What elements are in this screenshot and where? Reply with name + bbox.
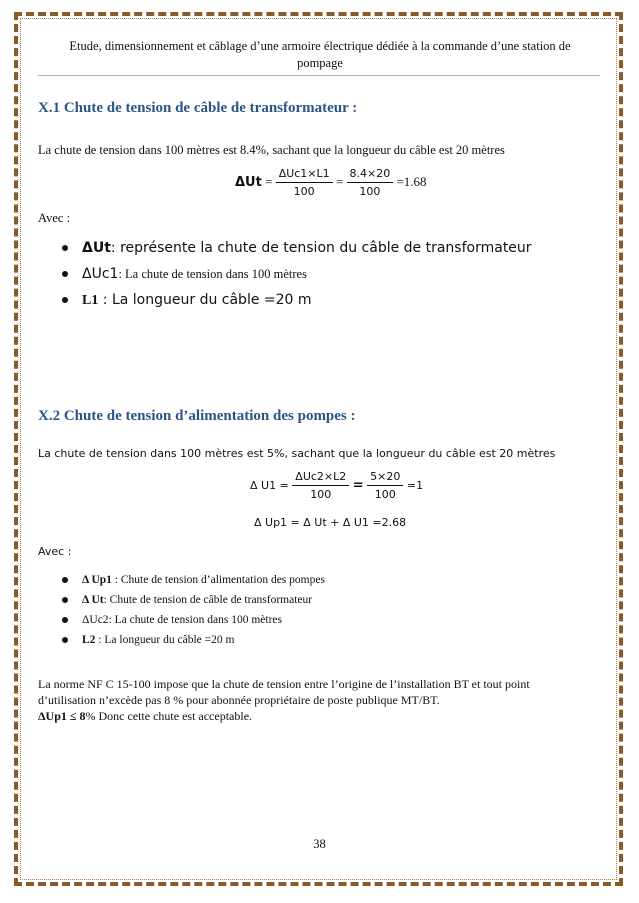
eq2-lhs: Δ U1 = [250,479,289,492]
section-2-bullet-list [62,572,325,652]
list-item [62,290,532,316]
bullet-symbol: L1 [82,293,99,308]
section-1-title: X.1 Chute de tension de câble de transformateur : [38,100,358,116]
eq-fraction-2-den: 100 [359,185,381,198]
list-item [62,572,325,592]
equation-delta-ut: ΔUt = $\frac{\text{ΔUc1×L1}}{100}$ = $\frac{8.4\times 20}{100}$ =1.68 [235,167,427,198]
bullet-text: : La chute de tension dans 100 mètres [118,267,307,281]
eq-fraction-2 [347,167,394,199]
section-1-bullet-list [62,238,532,316]
conclusion-line-2: d’utilisation n’excède pas 8 % pour abonnée propriétaire de poste publique MT/BT. [38,693,440,707]
bullet-text: : La longueur du câble =20 m [95,634,235,646]
bullet-symbol: ΔUt [82,240,111,256]
list-item [62,264,532,290]
bullet-text: : Chute de tension d’alimentation des pompes [111,574,325,586]
bullet-text: : La longueur du câble =20 m [98,292,312,308]
eq2-fraction-2 [367,470,403,502]
section-2-avec: Avec : [38,545,72,558]
bullet-text: : représente la chute de tension du câble de transformateur [110,240,532,256]
list-item [62,612,325,632]
bullet-text: : Chute de tension de câble de transformateur [103,594,313,606]
eq2-fraction-1-den: 100 [310,488,332,501]
page-header [40,38,600,72]
bullet-symbol: Δ Up1 [82,574,112,586]
eq-fraction-1 [276,167,333,199]
eq-fraction-1-den: 100 [293,185,315,198]
list-item [62,632,325,652]
bullet-symbol: ΔUc1 [82,266,119,282]
list-item [62,238,532,264]
eq2-fraction-2-den: 100 [374,488,396,501]
eq2-fraction-2-num: 5×20 [367,470,403,486]
eq2-fraction-1-num: ΔUc2×L2 [292,470,349,486]
conclusion-line-3 [38,708,530,724]
header-line-2: pompage [297,56,343,70]
conclusion-paragraph [38,676,530,724]
header-line-1: Etude, dimensionnement et câblage d’une armoire électrique dédiée à la commande d’une station de [69,39,571,53]
eq-fraction-1-num: ΔUc1×L1 [276,167,333,183]
conclusion-symbol: ΔUp1 ≤ 8 [38,709,86,723]
section-1-avec: Avec : [38,211,71,225]
bullet-symbol: L2 [82,634,96,646]
eq-result: =1.68 [396,173,427,189]
list-item [62,592,325,612]
section-2-title: X.2 Chute de tension d’alimentation des pompes : [38,408,356,424]
bullet-symbol: Δ Ut [82,594,104,606]
bullet-symbol: ΔUc2 [82,614,109,626]
eq-fraction-2-num: 8.4×20 [347,167,394,183]
eq-lhs: ΔUt [235,174,262,190]
conclusion-line-1: La norme NF C 15-100 impose que la chute de tension entre l’origine de l’installation BT et tout point [38,677,530,691]
bullet-text: : La chute de tension dans 100 mètres [108,614,282,626]
page-number: 38 [313,837,326,851]
conclusion-text: % Donc cette chute est acceptable. [85,709,253,723]
section-1-intro: La chute de tension dans 100 mètres est 8.4%, sachant que la longueur du câble est 20 mètres [38,143,505,157]
section-2-intro: La chute de tension dans 100 mètres est 5%, sachant que la longueur du câble est 20 mètres [38,447,556,460]
header-rule [38,75,600,76]
equation-delta-up1: Δ Up1 = Δ Ut + Δ U1 =2.68 [254,516,407,529]
equation-delta-u1: Δ U1 = $\frac{\text{ΔUc2×L2}}{100}$ = $\frac{5\times 20}{100}$ =1 [250,470,424,501]
eq2-result: =1 [406,479,424,492]
eq2-fraction-1 [292,470,349,502]
